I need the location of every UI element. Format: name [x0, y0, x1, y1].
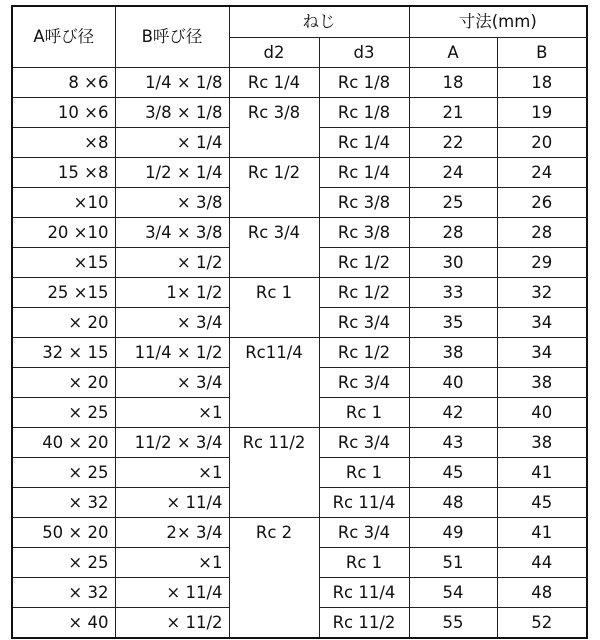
cell-dim-b: 20	[497, 128, 587, 158]
cell-dim-b: 48	[497, 578, 587, 608]
cell-b-size: × 3/4	[115, 308, 229, 338]
cell-d3-thread: Rc 1/4	[319, 158, 409, 188]
cell-d2-thread: Rc 3/4	[229, 218, 319, 248]
table-row	[12, 488, 587, 518]
header-d2: d2	[229, 37, 319, 68]
cell-d3-thread: Rc 1	[319, 548, 409, 578]
cell-d2-thread	[229, 248, 319, 278]
cell-a-size: × 20	[12, 308, 115, 338]
cell-d2-thread: Rc 11/2	[229, 428, 319, 458]
table-row	[12, 398, 587, 428]
cell-d2-thread	[229, 458, 319, 488]
cell-b-size: 11/4 × 1/2	[115, 338, 229, 368]
cell-a-size: × 25	[12, 398, 115, 428]
cell-dim-a: 21	[409, 98, 497, 128]
cell-a-size: × 32	[12, 488, 115, 518]
cell-dim-b: 24	[497, 158, 587, 188]
cell-a-size: 15 ×8	[12, 158, 115, 188]
cell-dim-a: 38	[409, 338, 497, 368]
cell-d3-thread: Rc 1/2	[319, 248, 409, 278]
cell-d3-thread: Rc 3/4	[319, 368, 409, 398]
cell-a-size: 10 ×6	[12, 98, 115, 128]
cell-d2-thread	[229, 308, 319, 338]
cell-dim-a: 40	[409, 368, 497, 398]
cell-a-size: 32 × 15	[12, 338, 115, 368]
cell-b-size: 11/2 × 3/4	[115, 428, 229, 458]
header-d3: d3	[319, 37, 409, 68]
cell-d3-thread: Rc 3/4	[319, 428, 409, 458]
table-row	[12, 428, 587, 458]
cell-dim-a: 48	[409, 488, 497, 518]
cell-d2-thread: Rc 2	[229, 518, 319, 548]
cell-dim-b: 18	[497, 68, 587, 98]
table-row	[12, 158, 587, 188]
cell-a-size: × 20	[12, 368, 115, 398]
cell-d2-thread	[229, 188, 319, 218]
cell-b-size: 3/4 × 3/8	[115, 218, 229, 248]
cell-dim-b: 34	[497, 338, 587, 368]
cell-a-size: × 32	[12, 578, 115, 608]
cell-dim-a: 30	[409, 248, 497, 278]
cell-dim-a: 51	[409, 548, 497, 578]
cell-dim-a: 25	[409, 188, 497, 218]
cell-b-size: 2× 3/4	[115, 518, 229, 548]
header-dim-b: B	[497, 37, 587, 68]
cell-dim-a: 33	[409, 278, 497, 308]
cell-d3-thread: Rc 1/2	[319, 278, 409, 308]
header-row-top	[12, 6, 587, 37]
cell-b-size: ×1	[115, 398, 229, 428]
cell-d2-thread	[229, 488, 319, 518]
header-thread: ねじ	[229, 6, 409, 37]
cell-dim-a: 35	[409, 308, 497, 338]
cell-dim-a: 45	[409, 458, 497, 488]
header-dimensions: 寸法(mm)	[409, 6, 587, 37]
cell-dim-b: 29	[497, 248, 587, 278]
cell-d3-thread: Rc 11/4	[319, 578, 409, 608]
table-row	[12, 548, 587, 578]
pipe-fitting-spec-table	[11, 5, 588, 639]
cell-dim-a: 49	[409, 518, 497, 548]
cell-d2-thread	[229, 128, 319, 158]
cell-d3-thread: Rc 3/8	[319, 188, 409, 218]
cell-d2-thread: Rc 1/4	[229, 68, 319, 98]
cell-dim-b: 26	[497, 188, 587, 218]
table-body	[12, 68, 587, 639]
cell-a-size: 20 ×10	[12, 218, 115, 248]
cell-dim-b: 28	[497, 218, 587, 248]
header-b-size: B呼び径	[115, 6, 229, 68]
cell-dim-b: 44	[497, 548, 587, 578]
cell-a-size: × 25	[12, 548, 115, 578]
table-row	[12, 578, 587, 608]
cell-b-size: × 1/4	[115, 128, 229, 158]
cell-b-size: 1× 1/2	[115, 278, 229, 308]
cell-dim-b: 38	[497, 368, 587, 398]
cell-d3-thread: Rc 1/8	[319, 98, 409, 128]
cell-b-size: × 11/4	[115, 578, 229, 608]
cell-b-size: × 11/4	[115, 488, 229, 518]
table-row	[12, 308, 587, 338]
cell-b-size: 3/8 × 1/8	[115, 98, 229, 128]
cell-dim-b: 52	[497, 608, 587, 639]
cell-a-size: × 25	[12, 458, 115, 488]
cell-d2-thread	[229, 368, 319, 398]
cell-b-size: × 3/4	[115, 368, 229, 398]
cell-d3-thread: Rc 3/8	[319, 218, 409, 248]
cell-d2-thread	[229, 578, 319, 608]
cell-b-size: × 1/2	[115, 248, 229, 278]
table-row	[12, 68, 587, 98]
table-row	[12, 128, 587, 158]
cell-b-size: 1/4 × 1/8	[115, 68, 229, 98]
cell-b-size: × 3/8	[115, 188, 229, 218]
cell-dim-b: 38	[497, 428, 587, 458]
table-row	[12, 98, 587, 128]
cell-dim-b: 32	[497, 278, 587, 308]
header-a-size: A呼び径	[12, 6, 115, 68]
cell-dim-b: 45	[497, 488, 587, 518]
cell-d3-thread: Rc 1	[319, 458, 409, 488]
cell-d2-thread: Rc 1/2	[229, 158, 319, 188]
cell-dim-a: 54	[409, 578, 497, 608]
cell-a-size: ×8	[12, 128, 115, 158]
cell-d3-thread: Rc 1/4	[319, 128, 409, 158]
cell-a-size: ×15	[12, 248, 115, 278]
table-row	[12, 368, 587, 398]
cell-d3-thread: Rc 1/8	[319, 68, 409, 98]
cell-dim-b: 41	[497, 458, 587, 488]
cell-d3-thread: Rc 3/4	[319, 308, 409, 338]
cell-b-size: × 11/2	[115, 608, 229, 639]
cell-d2-thread	[229, 398, 319, 428]
table-row	[12, 278, 587, 308]
cell-d3-thread: Rc 11/4	[319, 488, 409, 518]
cell-d2-thread: Rc11/4	[229, 338, 319, 368]
cell-dim-b: 34	[497, 308, 587, 338]
cell-dim-a: 55	[409, 608, 497, 639]
cell-dim-b: 40	[497, 398, 587, 428]
table-row	[12, 608, 587, 639]
cell-d3-thread: Rc 1	[319, 398, 409, 428]
cell-dim-b: 41	[497, 518, 587, 548]
cell-b-size: ×1	[115, 548, 229, 578]
cell-a-size: × 40	[12, 608, 115, 639]
cell-dim-a: 28	[409, 218, 497, 248]
cell-a-size: 40 × 20	[12, 428, 115, 458]
table-row	[12, 218, 587, 248]
cell-d3-thread: Rc 11/2	[319, 608, 409, 639]
table-row	[12, 338, 587, 368]
cell-d3-thread: Rc 3/4	[319, 518, 409, 548]
table-row	[12, 458, 587, 488]
header-dim-a: A	[409, 37, 497, 68]
cell-a-size: 25 ×15	[12, 278, 115, 308]
cell-dim-b: 19	[497, 98, 587, 128]
cell-a-size: 50 × 20	[12, 518, 115, 548]
cell-b-size: 1/2 × 1/4	[115, 158, 229, 188]
cell-dim-a: 18	[409, 68, 497, 98]
cell-d2-thread: Rc 1	[229, 278, 319, 308]
cell-dim-a: 42	[409, 398, 497, 428]
cell-dim-a: 43	[409, 428, 497, 458]
cell-d2-thread	[229, 548, 319, 578]
cell-a-size: ×10	[12, 188, 115, 218]
pipe-fitting-spec-table-wrapper	[11, 5, 588, 639]
table-row	[12, 188, 587, 218]
cell-d3-thread: Rc 1/2	[319, 338, 409, 368]
table-row	[12, 248, 587, 278]
cell-d2-thread: Rc 3/8	[229, 98, 319, 128]
cell-dim-a: 22	[409, 128, 497, 158]
table-row	[12, 518, 587, 548]
cell-b-size: ×1	[115, 458, 229, 488]
cell-dim-a: 24	[409, 158, 497, 188]
cell-d2-thread	[229, 608, 319, 639]
cell-a-size: 8 ×6	[12, 68, 115, 98]
